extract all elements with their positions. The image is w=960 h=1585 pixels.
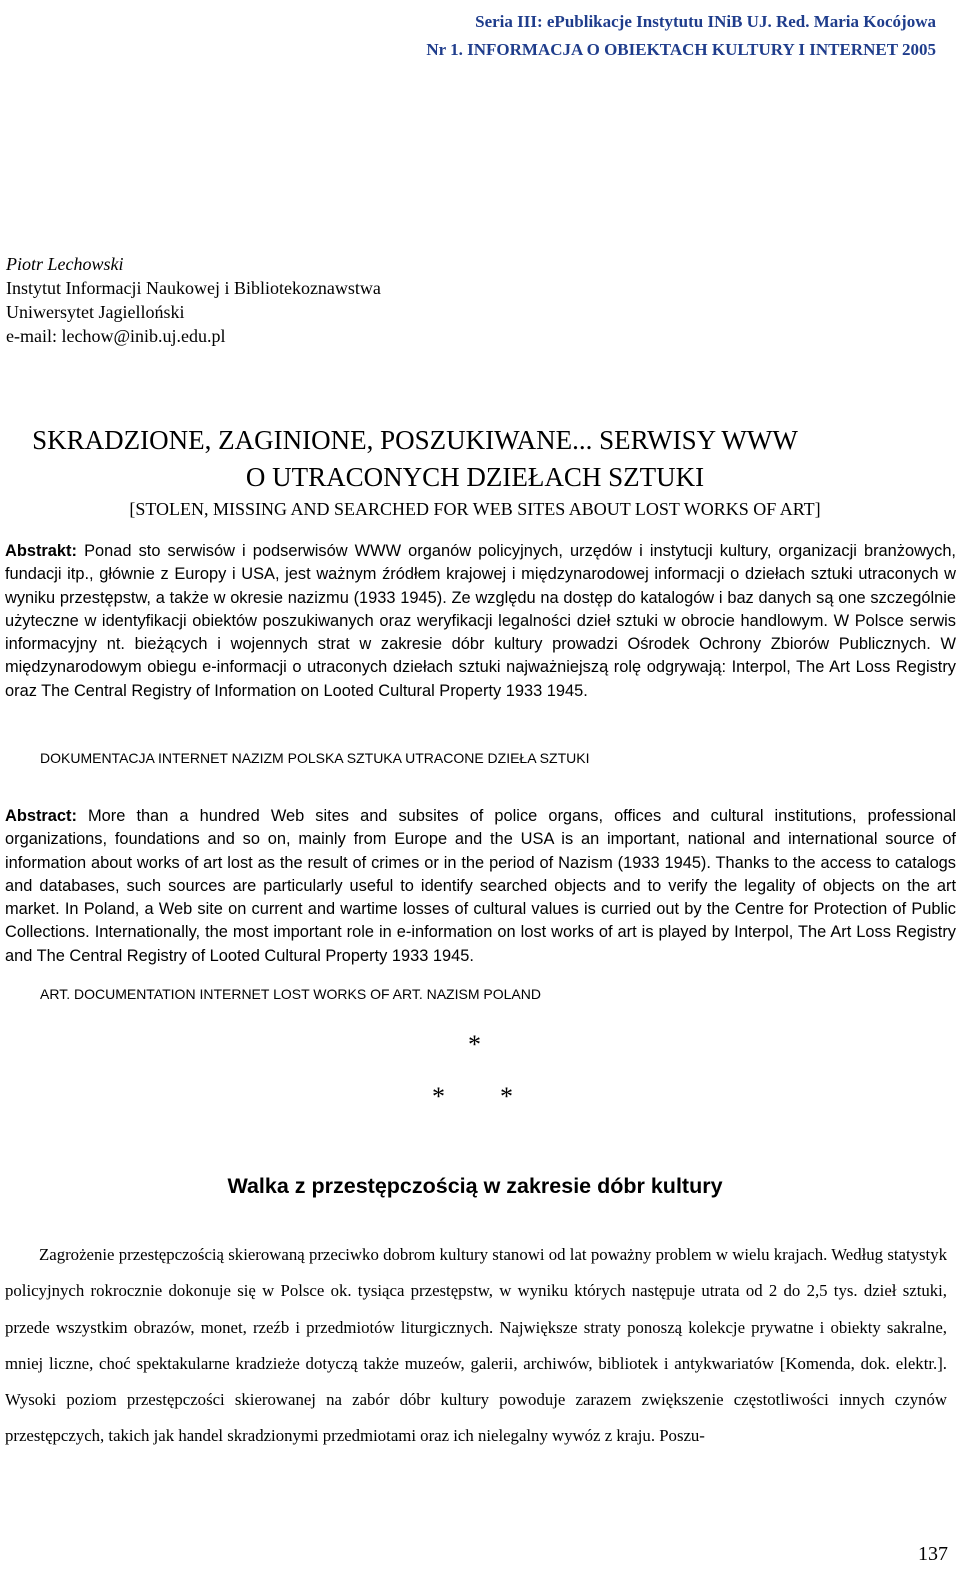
author-name: Piotr Lechowski	[6, 254, 124, 274]
abstract-label-pl: Abstrakt:	[5, 542, 77, 560]
body-paragraph: Zagrożenie przestępczością skierowaną przeciwko dobrom kultury stanowi od lat poważny problem w wielu krajach. Według statystyk policyjnych rokrocznie dokonuje się w Polsce ok. tysiąca przestępstw, w wyniku których następuje utrata od 2 do 2,5 tys. dzieł sztuki, przede wszystkim obrazów, monet, rzeźb i przedmiotów liturgicznych. Największe straty ponoszą kolekcje prywatne i obiekty sakralne, mniej liczne, choć spektakularne kradzieże dotyczą także muzeów, galerii, archiwów, bibliotek i antykwariatów [Komenda, dok. elektr.]. Wysoki poziom przestępczości skierowanej na zabór dóbr kultury powoduje zarazem zwiększenie częstotliwości innych czynów przestępczych, takich jak handel skradzionymi przedmiotami oraz ich nielegalny wywóz z kraju. Poszu-	[5, 1245, 947, 1446]
abstract-english	[5, 805, 956, 968]
author-institute: Instytut Informacji Naukowej i Bibliotekoznawstwa	[6, 278, 381, 298]
separator-star: *	[500, 1082, 513, 1111]
author-email: e-mail: lechow@inib.uj.edu.pl	[6, 326, 226, 346]
page-number: 137	[918, 1543, 948, 1565]
separator-star: *	[432, 1082, 445, 1111]
keywords-english: ART. DOCUMENTATION INTERNET LOST WORKS OF ART. NAZISM POLAND	[40, 986, 541, 1002]
abstract-label-en: Abstract:	[5, 807, 77, 825]
author-block	[6, 252, 381, 348]
abstract-text-en: More than a hundred Web sites and subsites of police organs, offices and cultural institutions, professional organizations, foundations and so on, mainly from Europe and the USA is an important, national and international source of information about works of art lost as the result of crimes or in the period of Nazism (1933 1945). Thanks to the access to catalogs and databases, such sources are particularly useful to identify searched objects and to verify the legality of objects on the art market. In Poland, a Web site on current and wartime losses of cultural values is curried out by the Centre for Protection of Public Collections. Internationally, the most important role in e-information on lost works of art is played by Interpol, The Art Loss Registry and The Central Registry of Looted Cultural Property 1933 1945.	[5, 807, 956, 965]
series-header	[426, 8, 936, 64]
section-heading: Walka z przestępczością w zakresie dóbr kultury	[227, 1174, 723, 1198]
abstract-polish	[5, 540, 956, 703]
issue-line: Nr 1. INFORMACJA O OBIEKTACH KULTURY I INTERNET 2005	[426, 40, 936, 59]
paper-title-line1: SKRADZIONE, ZAGINIONE, POSZUKIWANE... SERWISY WWW	[32, 425, 798, 455]
paper-title-english: [STOLEN, MISSING AND SEARCHED FOR WEB SITES ABOUT LOST WORKS OF ART]	[129, 499, 821, 519]
abstract-text-pl: Ponad sto serwisów i podserwisów WWW organów policyjnych, urzędów i instytucji kultury, organizacji branżowych, fundacji itp., głównie z Europy i USA, jest ważnym źródłem krajowej i międzynarodowej informacji o dziełach sztuki utraconych w wyniku przestępstw, a także w okresie nazizmu (1933 1945). Ze względu na dostęp do katalogów i baz danych są one szczególnie użyteczne w identyfikacji obiektów poszukiwanych oraz weryfikacji legalności dzieł sztuki w obrocie handlowym. W Polsce serwis informacyjny nt. bieżących i wojennych strat w zakresie dóbr kultury prowadzi Ośrodek Ochrony Zbiorów Publicznych. W międzynarodowym obiegu e-informacji o utraconych dziełach sztuki najważniejszą rolę odgrywają: Interpol, The Art Loss Registry oraz The Central Registry of Information on Looted Cultural Property 1933 1945.	[5, 542, 956, 700]
paper-title-line2: O UTRACONYCH DZIEŁACH SZTUKI	[245, 462, 705, 492]
keywords-polish: DOKUMENTACJA INTERNET NAZIZM POLSKA SZTUKA UTRACONE DZIEŁA SZTUKI	[40, 750, 590, 766]
separator-star: *	[468, 1030, 481, 1059]
title-block	[0, 420, 960, 524]
author-university: Uniwersytet Jagielloński	[6, 302, 185, 322]
series-line: Seria III: ePublikacje Instytutu INiB UJ. Red. Maria Kocójowa	[475, 12, 936, 31]
